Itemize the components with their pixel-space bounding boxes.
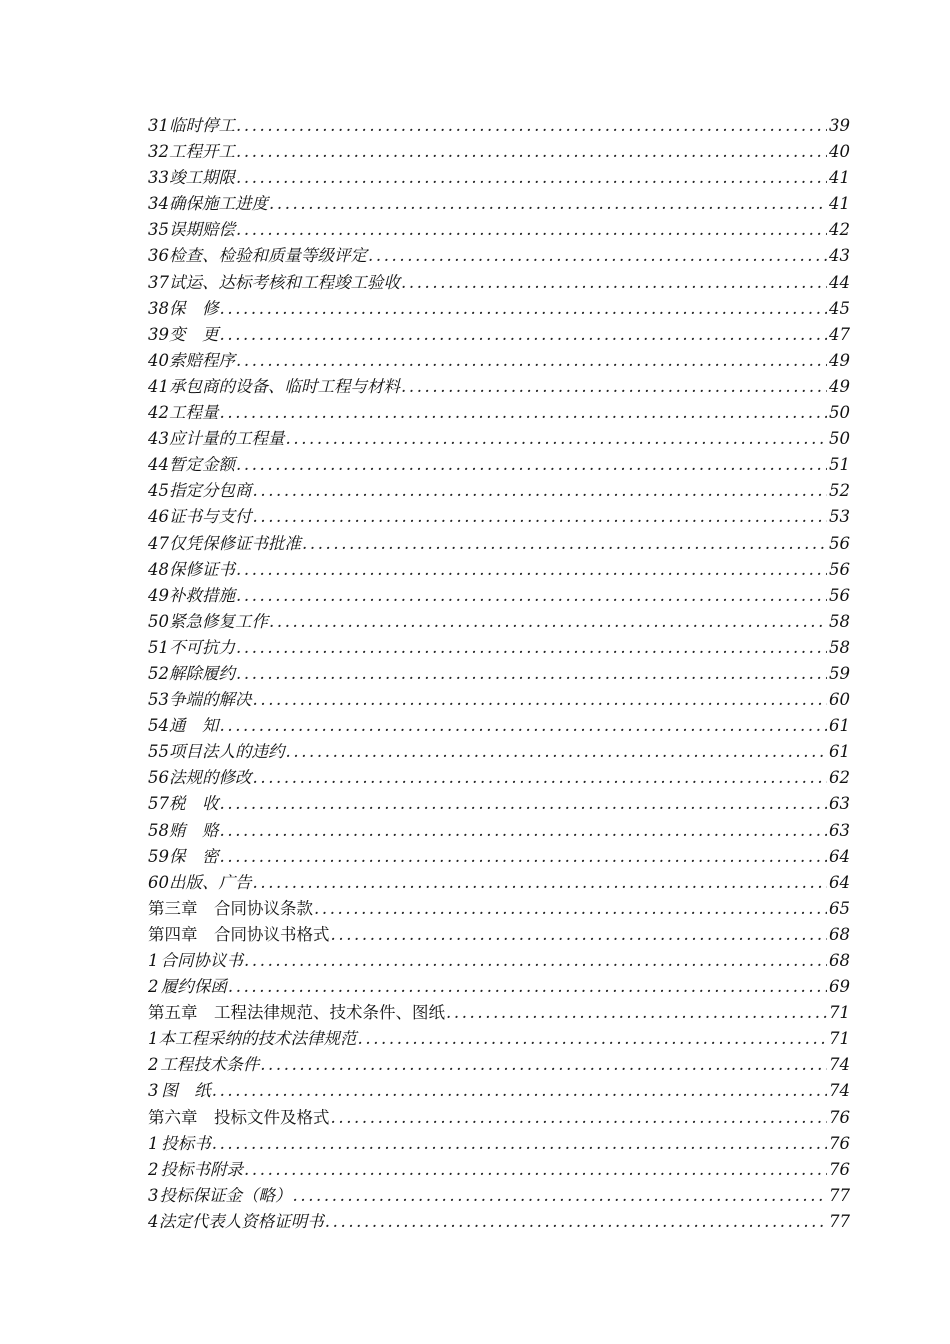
toc-page-number: 76 [829,1107,850,1127]
toc-entry[interactable] [148,504,850,530]
toc-dot-leader [220,296,828,322]
toc-chapter-entry[interactable] [148,1105,850,1131]
toc-entry[interactable] [148,791,850,817]
toc-entry-title: 确保施工进度 [169,194,268,214]
toc-entry-title: 法定代表人资格证明书 [158,1211,324,1231]
toc-page-number: 56 [829,585,850,605]
toc-entry[interactable] [148,818,850,844]
toc-entry[interactable] [148,765,850,791]
toc-page-number: 50 [829,403,850,423]
toc-page-number: 41 [829,168,850,188]
toc-page-number: 53 [829,507,850,527]
toc-entry-number: 42 [148,403,169,423]
toc-dot-leader [253,870,828,896]
toc-entry[interactable] [148,478,850,504]
toc-entry-number: 49 [148,585,169,605]
toc-entry-title: 竣工期限 [169,168,235,188]
toc-page-number: 56 [829,533,850,553]
toc-entry-title: 法规的修改 [169,768,252,788]
toc-entry-number: 1 [148,1029,159,1049]
toc-entry[interactable] [148,557,850,583]
toc-entry-number: 48 [148,559,169,579]
toc-entry-number: 34 [148,194,169,214]
toc-entry-title: 索赔程序 [169,350,235,370]
toc-entry-title: 图 纸 [161,1081,211,1101]
toc-entry[interactable] [148,974,850,1000]
toc-entry-number: 41 [148,376,169,396]
toc-dot-leader [325,1209,827,1235]
toc-entry-number: 58 [148,820,169,840]
toc-entry-number: 33 [148,168,169,188]
toc-page-number: 76 [829,1159,850,1179]
toc-page-number: 41 [829,194,850,214]
toc-page-number: 49 [829,350,850,370]
toc-page-number: 42 [829,220,850,240]
toc-dot-leader [314,896,827,922]
toc-entry-number: 3 [148,1185,159,1205]
toc-page-number: 77 [829,1185,850,1205]
toc-entry-title: 贿 赂 [169,820,219,840]
toc-page-number: 58 [829,611,850,631]
toc-chapter-entry[interactable] [148,922,850,948]
toc-entry-title: 临时停工 [169,116,235,135]
toc-entry-title: 出版、广告 [169,872,252,892]
toc-entry[interactable] [148,1026,850,1052]
toc-dot-leader [220,713,828,739]
toc-dot-leader [286,426,828,452]
toc-dot-leader [446,1000,827,1026]
toc-page-number: 68 [829,951,850,970]
toc-entry-number: 51 [148,637,169,657]
toc-entry[interactable] [148,1052,850,1078]
toc-page-number: 61 [829,716,850,736]
toc-page-number: 63 [829,820,850,840]
toc-page-number: 61 [829,742,850,762]
toc-entry-number: 40 [148,350,169,370]
toc-dot-leader [236,557,827,583]
toc-entry-title: 保 修 [169,298,219,318]
toc-entry[interactable] [148,635,850,661]
toc-entry[interactable] [148,583,850,609]
toc-entry[interactable] [148,870,850,896]
toc-entry-number: 31 [148,116,169,135]
toc-entry[interactable] [148,296,850,322]
toc-dot-leader [236,165,827,191]
toc-dot-leader [236,661,827,687]
toc-entry-title: 工程开工 [169,142,235,162]
toc-entry-title: 变 更 [169,324,219,344]
toc-entry[interactable] [148,1157,850,1183]
toc-entry[interactable] [148,1131,850,1157]
toc-entry[interactable] [148,243,850,269]
toc-entry[interactable] [148,844,850,870]
toc-entry[interactable] [148,139,850,165]
toc-dot-leader [220,400,828,426]
toc-dot-leader [236,348,827,374]
toc-entry-number: 4 [148,1211,159,1231]
toc-entry[interactable] [148,217,850,243]
toc-dot-leader [331,1105,828,1131]
toc-entry-number: 52 [148,663,169,683]
toc-dot-leader [253,478,828,504]
toc-entry[interactable] [148,948,850,974]
toc-dot-leader [236,139,827,165]
toc-page-number: 74 [829,1081,850,1101]
toc-entry[interactable] [148,739,850,765]
toc-entry-number: 43 [148,429,169,449]
toc-entry-title: 应计量的工程量 [169,429,285,449]
toc-entry[interactable] [148,113,850,139]
toc-entry[interactable] [148,191,850,217]
toc-chapter-entry[interactable] [148,896,850,922]
toc-entry-title: 履约保函 [160,977,227,997]
toc-entry-title: 通 知 [169,716,219,736]
toc-entry[interactable] [148,713,850,739]
table-of-contents [148,113,850,1235]
toc-dot-leader [358,1026,828,1052]
toc-entry[interactable] [148,322,850,348]
toc-entry-title: 第六章 投标文件及格式 [148,1107,330,1127]
toc-entry-number: 45 [148,481,169,501]
toc-dot-leader [253,765,828,791]
toc-entry-title: 本工程采纳的技术法律规范 [158,1029,357,1049]
toc-entry-number: 2 [148,977,159,997]
toc-page-number: 76 [829,1133,850,1153]
toc-dot-leader [220,322,828,348]
toc-dot-leader [212,1131,827,1157]
toc-dot-leader [253,687,828,713]
toc-dot-leader [269,191,827,217]
toc-dot-leader [260,1052,827,1078]
toc-dot-leader [236,113,827,139]
toc-entry-title: 争端的解决 [169,690,252,710]
toc-dot-leader [331,922,828,948]
toc-dot-leader [269,609,827,635]
toc-entry-number: 53 [148,690,169,710]
toc-entry[interactable] [148,531,850,557]
toc-dot-leader [253,504,828,530]
toc-entry[interactable] [148,1209,850,1235]
toc-entry[interactable] [148,270,850,296]
toc-entry-title: 仅凭保修证书批准 [169,533,301,553]
toc-dot-leader [236,635,827,661]
toc-page-number: 69 [829,977,850,997]
toc-page-number: 74 [829,1055,850,1075]
toc-dot-leader [220,791,828,817]
toc-entry[interactable] [148,348,850,374]
toc-page-number: 43 [829,246,850,266]
toc-entry-title: 投标保证金（略） [159,1185,292,1205]
toc-entry-title: 紧急修复工作 [169,611,268,631]
toc-entry-title: 指定分包商 [169,481,252,501]
toc-page-number: 59 [829,663,850,683]
toc-entry-number: 54 [148,716,169,736]
toc-entry-number: 36 [148,246,169,266]
toc-entry[interactable] [148,687,850,713]
toc-entry-title: 第三章 合同协议条款 [148,898,313,918]
toc-entry-number: 39 [148,324,169,344]
toc-entry-title: 项目法人的违约 [169,742,285,762]
toc-entry-number: 59 [148,846,169,866]
toc-page-number: 64 [829,872,850,892]
toc-entry-number: 44 [148,455,169,475]
toc-entry-number: 60 [148,872,169,892]
toc-page-number: 50 [829,429,850,449]
toc-dot-leader [228,974,827,1000]
toc-entry-title: 投标书 [161,1133,211,1153]
toc-dot-leader [368,243,827,269]
toc-page-number: 60 [829,690,850,710]
toc-entry-title: 保修证书 [169,559,235,579]
toc-entry[interactable] [148,165,850,191]
toc-entry-title: 误期赔偿 [169,220,235,240]
toc-entry[interactable] [148,1183,850,1209]
toc-entry-title: 第四章 合同协议书格式 [148,924,330,944]
toc-dot-leader [286,739,828,765]
toc-entry[interactable] [148,661,850,687]
toc-entry-title: 保 密 [169,846,219,866]
toc-entry-title: 证书与支付 [169,507,252,527]
toc-entry-number: 37 [148,272,169,292]
toc-entry-number: 1 [148,951,159,970]
toc-entry-title: 承包商的设备、临时工程与材料 [169,376,400,396]
toc-entry[interactable] [148,1078,850,1104]
toc-entry-number: 57 [148,794,169,814]
toc-entry-title: 不可抗力 [169,637,235,657]
toc-entry-title: 检查、检验和质量等级评定 [169,246,367,266]
toc-entry-title: 解除履约 [169,663,235,683]
toc-entry-title: 合同协议书 [160,951,244,970]
toc-page-number: 56 [829,559,850,579]
toc-entry[interactable] [148,400,850,426]
toc-page-number: 47 [829,324,850,344]
toc-page-number: 52 [829,481,850,501]
toc-entry-title: 试运、达标考核和工程竣工验收 [169,272,400,292]
toc-page-number: 71 [829,1029,850,1049]
toc-page-number: 71 [829,1003,850,1023]
toc-entry-number: 56 [148,768,169,788]
toc-entry-number: 2 [148,1055,159,1075]
toc-page-number: 62 [829,768,850,788]
toc-entry-title: 工程量 [169,403,219,423]
toc-dot-leader [236,217,827,243]
toc-entry-number: 32 [148,142,169,162]
toc-dot-leader [401,270,827,296]
toc-page-number: 65 [829,898,850,918]
toc-entry-number: 47 [148,533,169,553]
toc-dot-leader [293,1183,828,1209]
toc-entry-number: 38 [148,298,169,318]
toc-dot-leader [236,583,827,609]
toc-page-number: 44 [829,272,850,292]
toc-entry-number: 50 [148,611,169,631]
toc-entry-number: 35 [148,220,169,240]
toc-page-number: 49 [829,376,850,396]
toc-dot-leader [401,374,827,400]
toc-entry-number: 2 [148,1159,159,1179]
toc-dot-leader [244,1157,827,1183]
toc-page-number: 77 [829,1211,850,1231]
toc-dot-leader [236,452,827,478]
toc-entry[interactable] [148,609,850,635]
toc-page-number: 58 [829,637,850,657]
toc-dot-leader [302,531,827,557]
toc-entry[interactable] [148,426,850,452]
toc-entry-number: 55 [148,742,169,762]
toc-entry-title: 投标书附录 [160,1159,244,1179]
toc-page-number: 63 [829,794,850,814]
toc-page-number: 39 [829,116,850,135]
toc-chapter-entry[interactable] [148,1000,850,1026]
toc-dot-leader [212,1078,827,1104]
toc-page-number: 68 [829,924,850,944]
toc-dot-leader [244,948,827,974]
toc-entry-number: 3 [148,1081,159,1101]
toc-entry-title: 税 收 [169,794,219,814]
toc-dot-leader [220,818,828,844]
toc-entry-title: 第五章 工程法律规范、技术条件、图纸 [148,1003,445,1023]
toc-page-number: 51 [829,455,850,475]
toc-page-number: 45 [829,298,850,318]
toc-entry-title: 补救措施 [169,585,235,605]
toc-entry-title: 暂定金额 [169,455,235,475]
toc-dot-leader [220,844,828,870]
toc-entry[interactable] [148,374,850,400]
toc-entry[interactable] [148,452,850,478]
toc-entry-title: 工程技术条件 [160,1055,260,1075]
toc-entry-number: 1 [148,1133,159,1153]
toc-entry-number: 46 [148,507,169,527]
toc-page-number: 64 [829,846,850,866]
toc-page-number: 40 [829,142,850,162]
